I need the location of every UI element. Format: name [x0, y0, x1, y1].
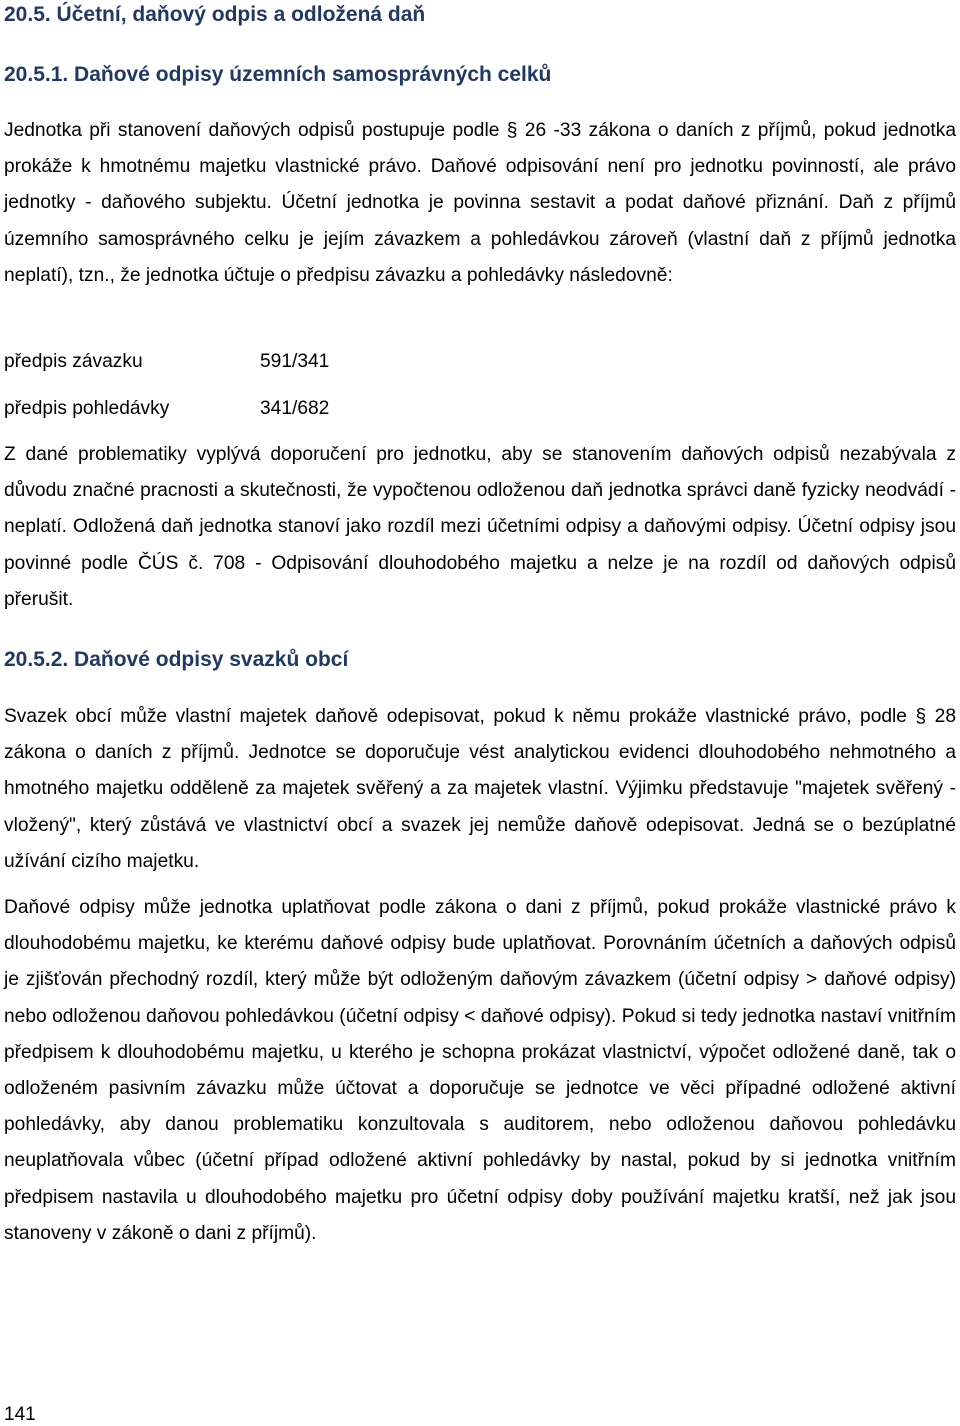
entry-value: 591/341: [260, 351, 330, 372]
subsection-heading-2: 20.5.2. Daňové odpisy svazků obcí: [4, 648, 349, 671]
subsection-heading-1: 20.5.1. Daňové odpisy územních samosprávných celků: [4, 63, 552, 86]
page-number: 141: [4, 1404, 36, 1425]
entry-row: [4, 350, 329, 374]
entry-row: [4, 397, 329, 421]
paragraph-1: Jednotka při stanovení daňových odpisů postupuje podle § 26 -33 zákona o daních z příjmů, pokud jednotka prokáže k hmotnému majetku vlastnické právo. Daňové odpisování není pro jednotku povinností, ale právo jednotky - daňového subjektu. Účetní jednotka je povinna sestavit a podat daňové přiznání. Daň z příjmů územního samosprávného celku je jejím závazkem a pohledávkou zároveň (vlastní daň z příjmů jednotka neplatí), tzn., že jednotka účtuje o předpisu závazku a pohledávky následovně:: [4, 120, 956, 286]
entry-label: předpis závazku: [4, 351, 143, 372]
paragraph-4: Daňové odpisy může jednotka uplatňovat podle zákona o dani z příjmů, pokud prokáže vlastnické právo k dlouhodobému majetku, ke kterému daňové odpisy bude uplatňovat. Porovnáním účetních a daňových odpisů je zjišťován přechodný rozdíl, který může být odloženým daňovým závazkem (účetní odpisy > daňové odpisy) nebo odloženou daňovou pohledávkou (účetní odpisy < daňové odpisy). Pokud si tedy jednotka nastaví vnitřním předpisem k dlouhodobému majetku, u kterého je schopna prokázat vlastnictví, výpočet odložené daně, tak o odloženém pasivním závazku může účtovat a doporučuje se jednotce ve věci případné odložené aktivní pohledávky, aby danou problematiku konzultovala s auditorem, nebo odloženou daňovou pohledávku neuplatňovala vůbec (účetní případ odložené aktivní pohledávky by nastal, pokud by si jednotka vnitřním předpisem nastavila u dlouhodobého majetku pro účetní odpisy doby používání majetku kratší, než jak jsou stanoveny v zákoně o dani z příjmů).: [4, 897, 956, 1244]
section-heading: 20.5. Účetní, daňový odpis a odložená daň: [4, 3, 426, 26]
paragraph-2: Z dané problematiky vyplývá doporučení pro jednotku, aby se stanovením daňových odpisů nezabývala z důvodu značné pracnosti a skutečnosti, že vypočtenou odloženou daň jednotka správci daně fyzicky neodvádí - neplatí. Odložená daň jednotka stanoví jako rozdíl mezi účetními odpisy a daňovými odpisy. Účetní odpisy jsou povinné podle ČÚS č. 708 - Odpisování dlouhodobého majetku a nelze je na rozdíl od daňových odpisů přerušit.: [4, 444, 956, 610]
entry-label: předpis pohledávky: [4, 398, 170, 419]
paragraph-3: Svazek obcí může vlastní majetek daňově odepisovat, pokud k němu prokáže vlastnické právo, podle § 28 zákona o daních z příjmů. Jednotce se doporučuje vést analytickou evidenci dlouhodobého nehmotného a hmotného majetku odděleně za majetek svěřený a za majetek vlastní. Výjimku představuje "majetek svěřený - vložený", který zůstává ve vlastnictví obcí a svazek jej nemůže daňově odepisovat. Jedná se o bezúplatné užívání cizího majetku.: [4, 706, 956, 872]
entry-value: 341/682: [260, 398, 330, 419]
